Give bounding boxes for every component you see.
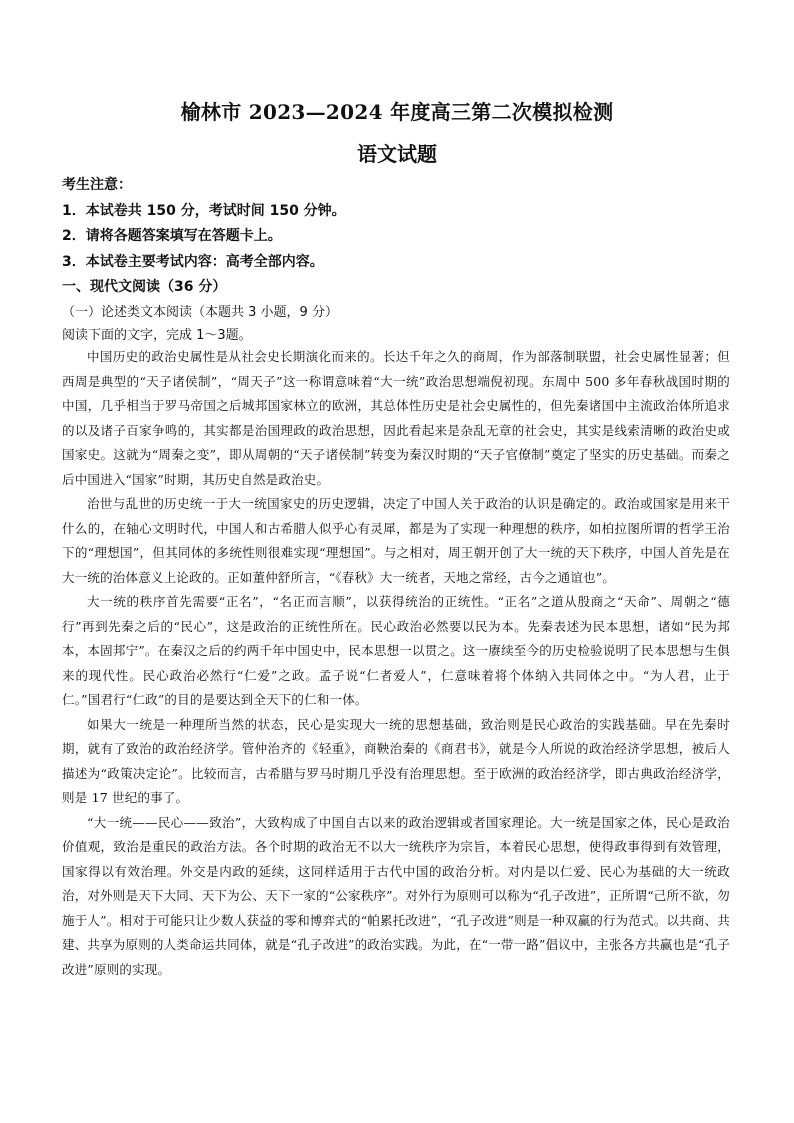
passage-paragraph: 大一统的秩序首先需要“正名”，“名正而言顺”，以获得统治的正统性。“正名”之道从殷商之“天命”、周朝之“德行”再到先秦之后的“民心”，这是政治的正统性所在。民心政治必然要以民为本。先秦表述为民本思想，诸如“民为邦本，本固邦宁”。在秦汉之后的约两千年中国史中，民本思想一以贯之。这一赓续至今的历史检验说明了民本思想与生俱来的现代性。民心政治必然行“仁爱”之政。孟子说“仁者爱人”，仁意味着将个体纳入共同体之中。“为人君，止于仁。”国君行“仁政”的目的是要达到全天下的仁和一体。: [62, 594, 730, 707]
notice-heading: 考生注意：: [62, 177, 132, 193]
page-title: 榆林市 2023—2024 年度高三第二次模拟检测: [180, 100, 614, 124]
passage-paragraph: “大一统——民心——致治”，大致构成了中国自古以来的政治逻辑或者国家理论。大一统是国家之体，民心是政治价值观，致治是重民的政治方法。各个时期的政治无不以大一统秩序为宗旨，本着民心思想，使得政事得到有效管理，国家得以有效治理。外交是内政的延续，这同样适用于古代中国的政治分析。对内是以仁爱、民心为基础的大一统政治，对外则是天下大同、天下为公、天下一家的“公家秩序”。对外行为原则可以称为“孔子改进”，正所谓“己所不欲，勿施于人”。相对于可能只让少数人获益的零和博弈式的“帕累托改进”，“孔子改进”则是一种双赢的行为范式。以共商、共建、共享为原则的人类命运共同体，就是“孔子改进”的政治实践。为此，在“一带一路”倡议中，主张各方共赢也是“孔子改进”原则的实现。: [62, 814, 730, 977]
passage-paragraph: 中国历史的政治史属性是从社会史长期演化而来的。长达千年之久的商周，作为部落制联盟，社会史属性显著；但西周是典型的“天子诸侯制”，“周天子”这一称谓意味着“大一统”政治思想端倪初现。东周中 500 多年春秋战国时期的中国，几乎相当于罗马帝国之后城邦国家林立的欧洲，其总体性历史是社会史属性的，但先秦诸国中主流政治体所追求的以及诸子百家争鸣的，其实都是治国理政的政治思想，因此看起来是杂乱无章的社会史，其实是线索清晰的政治史或国家史。这就为“周秦之变”，即从周朝的“天子诸侯制”转变为秦汉时期的“天子官僚制”奠定了坚实的历史基础。而秦之后中国进入“国家”时期，其历史自然是政治史。: [62, 349, 730, 487]
notice-item: 1．本试卷共 150 分，考试时间 150 分钟。: [62, 202, 346, 219]
page-subtitle: 语文试题: [357, 142, 437, 166]
notice-item: 2．请将各题答案填写在答题卡上。: [62, 228, 282, 244]
notice-item: 3．本试卷主要考试内容：高考全部内容。: [62, 253, 324, 270]
section-heading: 一、现代文阅读（36 分）: [62, 279, 227, 295]
subsection-heading: （一）论述类文本阅读（本题共 3 小题，9 分）: [62, 305, 338, 320]
reading-passage: [62, 345, 730, 982]
passage-paragraph: 如果大一统是一种理所当然的状态，民心是实现大一统的思想基础，致治则是民心政治的实践基础。早在先秦时期，就有了致治的政治经济学。管仲治齐的《轻重》，商鞅治秦的《商君书》，就是今人所说的政治经济学思想，被后人描述为“政策决定论”。比较而言，古希腊与罗马时期几乎没有治理思想。至于欧洲的政治经济学，即古典政治经济学，则是 17 世纪的事了。: [62, 716, 730, 805]
passage-paragraph: 治世与乱世的历史统一于大一统国家史的历史逻辑，决定了中国人关于政治的认识是确定的。政治或国家是用来干什么的，在轴心文明时代，中国人和古希腊人似乎心有灵犀，都是为了实现一种理想的秩序，如柏拉图所谓的哲学王治下的“理想国”，但其同体的多统性则很难实现“理想国”。与之相对，周王朝开创了大一统的天下秩序，中国人首先是在大一统的治体意义上论政的。正如董仲舒所言，“《春秋》大一统者，天地之常经，古今之通谊也”。: [62, 496, 730, 585]
section-intro: [62, 301, 730, 347]
reading-instruction: 阅读下面的文字，完成 1～3题。: [62, 328, 252, 343]
candidate-notice: [62, 173, 730, 301]
